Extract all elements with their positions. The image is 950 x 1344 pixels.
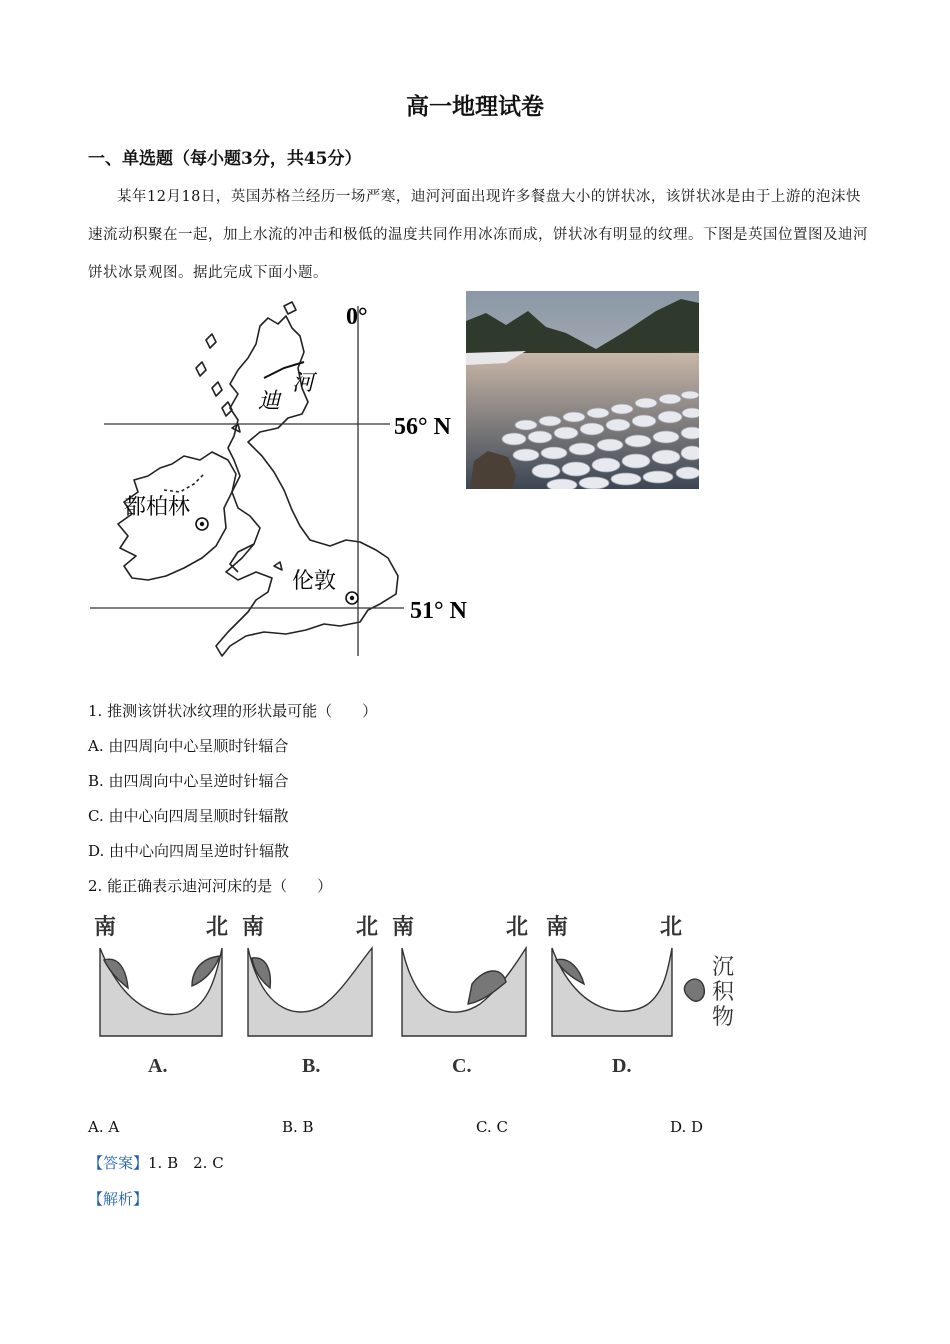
uk-location-map [88,296,488,664]
q2-option-c[interactable]: C. C [476,1118,508,1136]
island [284,302,296,314]
panel-c-label: C. [452,1055,472,1077]
panel-d-bed [552,948,672,1036]
analysis-line [88,1188,148,1209]
answer-text: 1. B 2. C [148,1154,224,1172]
analysis-tag: 【解析】 [88,1190,149,1208]
island [196,362,206,376]
panel-c-north: 北 [506,915,529,940]
latitude-51-label: 51° N [410,598,467,624]
river-label-di: 迪 [258,389,281,414]
panel-c-south: 南 [392,915,415,940]
ni-border [164,474,204,492]
legend-label-1: 沉 [712,955,735,980]
panel-a-north: 北 [206,915,229,940]
city-label-dublin: 都柏林 [124,495,191,520]
river-label-he: 河 [292,371,315,396]
panel-d-south: 南 [546,915,569,940]
island [274,562,282,570]
island [212,382,222,396]
latitude-56-label: 56° N [394,414,451,440]
panel-a-label: A. [148,1055,168,1077]
section-heading: 一、单选题（每小题3分，共45分） [88,149,362,169]
q2-option-b[interactable]: B. B [282,1118,314,1136]
question-2-stem: 2. 能正确表示迪河河床的是（ ） [88,877,333,895]
answer-tag: 【答案】 [88,1154,149,1172]
riverbed-cross-sections [88,908,748,1088]
panel-c-bed [402,948,526,1036]
q1-option-b[interactable]: B. 由四周向中心呈逆时针辐合 [88,772,289,790]
q1-option-d[interactable]: D. 由中心向四周呈逆时针辐散 [88,842,290,860]
intro-paragraph: 某年12月18日，英国苏格兰经历一场严寒，迪河河面出现许多餐盘大小的饼状冰，该饼状冰是由于上游的泡沫快速流动积聚在一起，加上水流的冲击和极低的温度共同作用冰冻而成，饼状冰有明显的纹理。下图是英国位置图及迪河饼状冰景观图。据此完成下面小题。 [88,189,868,281]
q1-option-a[interactable]: A. 由四周向中心呈顺时针辐合 [88,737,289,755]
panel-b-south: 南 [242,915,265,940]
panel-b-label: B. [302,1055,321,1077]
panel-b-north: 北 [356,915,379,940]
legend-label-3: 物 [712,1005,735,1030]
answer-line [88,1152,224,1173]
island [206,334,216,348]
legend-label-2: 积 [712,980,735,1005]
great-britain-outline [216,316,398,656]
panel-b-bed [248,948,372,1036]
q2-option-a[interactable]: A. A [88,1118,120,1136]
q1-option-c[interactable]: C. 由中心向四周呈顺时针辐散 [88,807,289,825]
panel-d-label: D. [612,1055,632,1077]
pancake-ice-photo [466,291,699,489]
page-title: 高一地理试卷 [406,93,544,120]
meridian-label: 0° [346,304,368,330]
city-label-london: 伦敦 [292,569,337,594]
q2-option-d[interactable]: D. D [670,1118,704,1136]
panel-d-north: 北 [660,915,683,940]
question-1-stem: 1. 推测该饼状冰纹理的形状最可能（ ） [88,702,378,720]
legend-sediment-swatch [684,979,704,1001]
panel-a-south: 南 [94,915,117,940]
